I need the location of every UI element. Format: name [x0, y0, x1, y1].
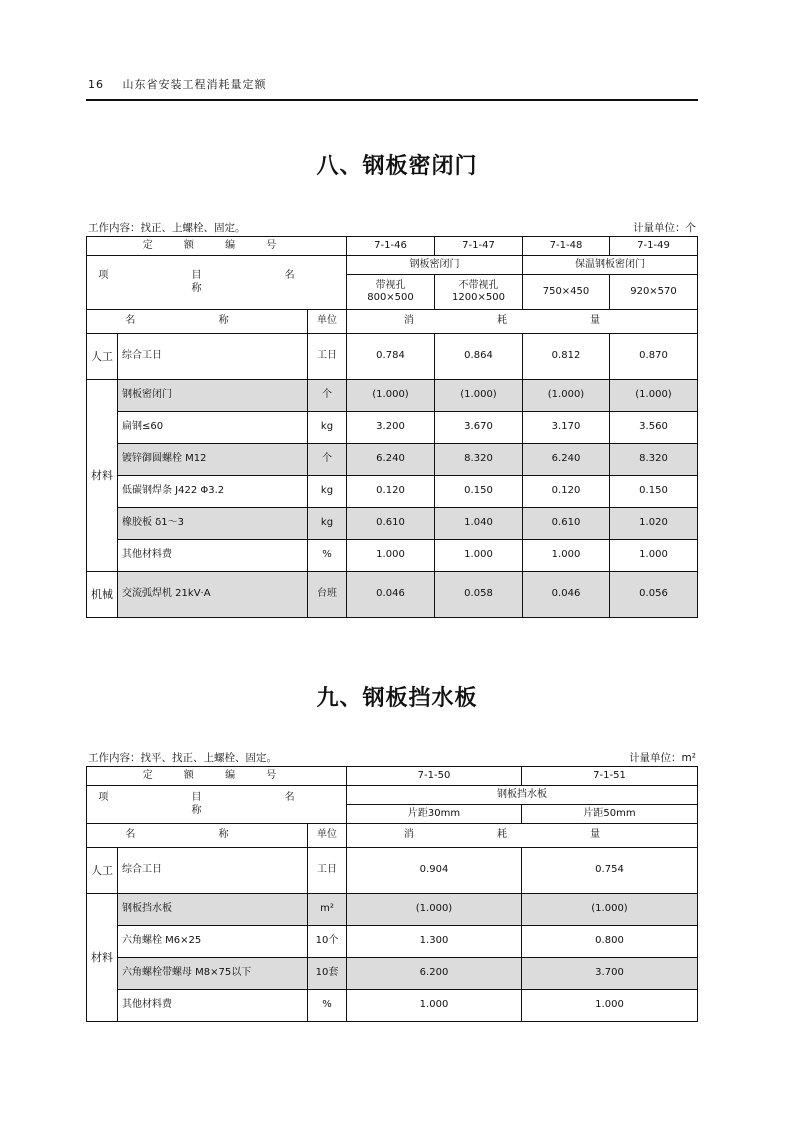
quota-code: 7-1-47	[435, 237, 523, 256]
quota-code-row	[87, 767, 698, 786]
section-8-table	[86, 236, 698, 618]
value-cell: 0.056	[610, 572, 698, 618]
resource-name: 综合工日	[118, 334, 308, 380]
spec-cell: 920×570	[610, 275, 698, 310]
value-cell: 0.610	[347, 508, 435, 540]
value-cell: 0.864	[435, 334, 523, 380]
group-row	[87, 786, 698, 805]
spec-cell: 片距30mm	[347, 805, 522, 824]
value-cell: 3.170	[523, 412, 610, 444]
value-cell: 0.120	[523, 476, 610, 508]
material-row	[87, 476, 698, 508]
quota-code: 7-1-50	[347, 767, 522, 786]
spec-cell: 带视孔 800×500	[347, 275, 435, 310]
section-9-meta	[88, 750, 696, 765]
section-9-table	[86, 766, 698, 1022]
value-cell: (1.000)	[523, 380, 610, 412]
resource-name: 钢板密闭门	[118, 380, 308, 412]
value-cell: 1.000	[522, 990, 698, 1022]
resource-name: 交流弧焊机 21kV·A	[118, 572, 308, 618]
value-cell: (1.000)	[610, 380, 698, 412]
value-cell: 1.000	[347, 540, 435, 572]
value-cell: 0.904	[347, 848, 522, 894]
material-row	[87, 540, 698, 572]
value-cell: 0.800	[522, 926, 698, 958]
value-cell: 1.000	[435, 540, 523, 572]
resource-name: 其他材料费	[118, 990, 308, 1022]
material-row	[87, 894, 698, 926]
labor-row	[87, 334, 698, 380]
value-cell: 0.120	[347, 476, 435, 508]
resource-name: 综合工日	[118, 848, 308, 894]
material-category: 材料	[87, 894, 118, 1022]
value-cell: 1.000	[523, 540, 610, 572]
resource-unit: 个	[308, 444, 347, 476]
column-header-row	[87, 310, 698, 334]
section-8-work-content: 工作内容：找正、上螺栓、固定。	[88, 222, 246, 234]
value-cell: 0.046	[523, 572, 610, 618]
spec-cell: 不带视孔 1200×500	[435, 275, 523, 310]
group-label: 钢板密闭门	[347, 256, 523, 275]
material-row	[87, 412, 698, 444]
column-header-row	[87, 824, 698, 848]
value-cell: 0.812	[523, 334, 610, 380]
item-name-label: 项 目 名 称	[87, 256, 347, 310]
material-row	[87, 380, 698, 412]
book-title: 山东省安装工程消耗量定额	[122, 78, 267, 91]
value-cell: 3.700	[522, 958, 698, 990]
resource-unit: %	[308, 990, 347, 1022]
resource-name: 镀锌御圆螺栓 M12	[118, 444, 308, 476]
material-row	[87, 444, 698, 476]
group-row	[87, 256, 698, 275]
header-rule	[86, 99, 698, 101]
labor-category: 人工	[87, 334, 118, 380]
running-header	[88, 76, 267, 92]
resource-name: 六角螺栓 M6×25	[118, 926, 308, 958]
section-9-title: 九、钢板挡水板	[316, 686, 478, 711]
resource-name: 橡胶板 δ1～3	[118, 508, 308, 540]
material-row	[87, 990, 698, 1022]
section-9-work-content: 工作内容：找平、找正、上螺栓、固定。	[88, 752, 277, 764]
value-cell: 3.670	[435, 412, 523, 444]
value-cell: 6.240	[347, 444, 435, 476]
spec-cell: 750×450	[523, 275, 610, 310]
resource-unit: kg	[308, 508, 347, 540]
resource-unit: 10套	[308, 958, 347, 990]
resource-unit: %	[308, 540, 347, 572]
value-cell: (1.000)	[347, 380, 435, 412]
quota-code: 7-1-48	[523, 237, 610, 256]
unit-column-header: 单位	[308, 824, 347, 848]
value-cell: 0.046	[347, 572, 435, 618]
value-cell: 6.240	[523, 444, 610, 476]
value-cell: 8.320	[435, 444, 523, 476]
material-row	[87, 926, 698, 958]
quota-code: 7-1-46	[347, 237, 435, 256]
value-cell: 1.000	[347, 990, 522, 1022]
value-cell: 0.754	[522, 848, 698, 894]
name-column-header: 名 称	[87, 310, 308, 334]
value-cell: 3.200	[347, 412, 435, 444]
value-cell: 0.150	[435, 476, 523, 508]
machine-row	[87, 572, 698, 618]
value-cell: 0.784	[347, 334, 435, 380]
value-cell: 1.020	[610, 508, 698, 540]
quota-code-label: 定 额 编 号	[87, 237, 347, 256]
group-label: 钢板挡水板	[347, 786, 698, 805]
resource-name: 钢板挡水板	[118, 894, 308, 926]
resource-unit: 个	[308, 380, 347, 412]
material-row	[87, 958, 698, 990]
resource-unit: kg	[308, 476, 347, 508]
section-8-title: 八、钢板密闭门	[316, 154, 478, 179]
resource-name: 其他材料费	[118, 540, 308, 572]
labor-category: 人工	[87, 848, 118, 894]
consumption-column-header: 消 耗 量	[347, 824, 698, 848]
section-8-unit: 计量单位：个	[633, 222, 696, 234]
quota-code: 7-1-51	[522, 767, 698, 786]
resource-name: 低碳钢焊条 J422 Φ3.2	[118, 476, 308, 508]
value-cell: 0.870	[610, 334, 698, 380]
value-cell: 0.150	[610, 476, 698, 508]
resource-name: 六角螺栓带螺母 M8×75以下	[118, 958, 308, 990]
section-9-unit: 计量单位：m²	[629, 752, 696, 764]
resource-unit: 工日	[308, 848, 347, 894]
material-row	[87, 508, 698, 540]
resource-name: 扁钢≤60	[118, 412, 308, 444]
spec-cell: 片距50mm	[522, 805, 698, 824]
quota-code-row	[87, 237, 698, 256]
resource-unit: 台班	[308, 572, 347, 618]
value-cell: 6.200	[347, 958, 522, 990]
value-cell: (1.000)	[347, 894, 522, 926]
value-cell: 8.320	[610, 444, 698, 476]
group-label: 保温钢板密闭门	[523, 256, 698, 275]
value-cell: (1.000)	[435, 380, 523, 412]
machine-category: 机械	[87, 572, 118, 618]
value-cell: 0.058	[435, 572, 523, 618]
quota-code: 7-1-49	[610, 237, 698, 256]
unit-column-header: 单位	[308, 310, 347, 334]
value-cell: 0.610	[523, 508, 610, 540]
value-cell: 1.040	[435, 508, 523, 540]
section-8-meta	[88, 220, 696, 235]
item-name-label: 项 目 名 称	[87, 786, 347, 824]
consumption-column-header: 消 耗 量	[347, 310, 698, 334]
resource-unit: 工日	[308, 334, 347, 380]
quota-code-label: 定 额 编 号	[87, 767, 347, 786]
resource-unit: m²	[308, 894, 347, 926]
value-cell: 1.300	[347, 926, 522, 958]
labor-row	[87, 848, 698, 894]
value-cell: (1.000)	[522, 894, 698, 926]
material-category: 材料	[87, 380, 118, 572]
resource-unit: kg	[308, 412, 347, 444]
value-cell: 3.560	[610, 412, 698, 444]
resource-unit: 10个	[308, 926, 347, 958]
name-column-header: 名 称	[87, 824, 308, 848]
value-cell: 1.000	[610, 540, 698, 572]
page-number: 16	[88, 78, 104, 91]
